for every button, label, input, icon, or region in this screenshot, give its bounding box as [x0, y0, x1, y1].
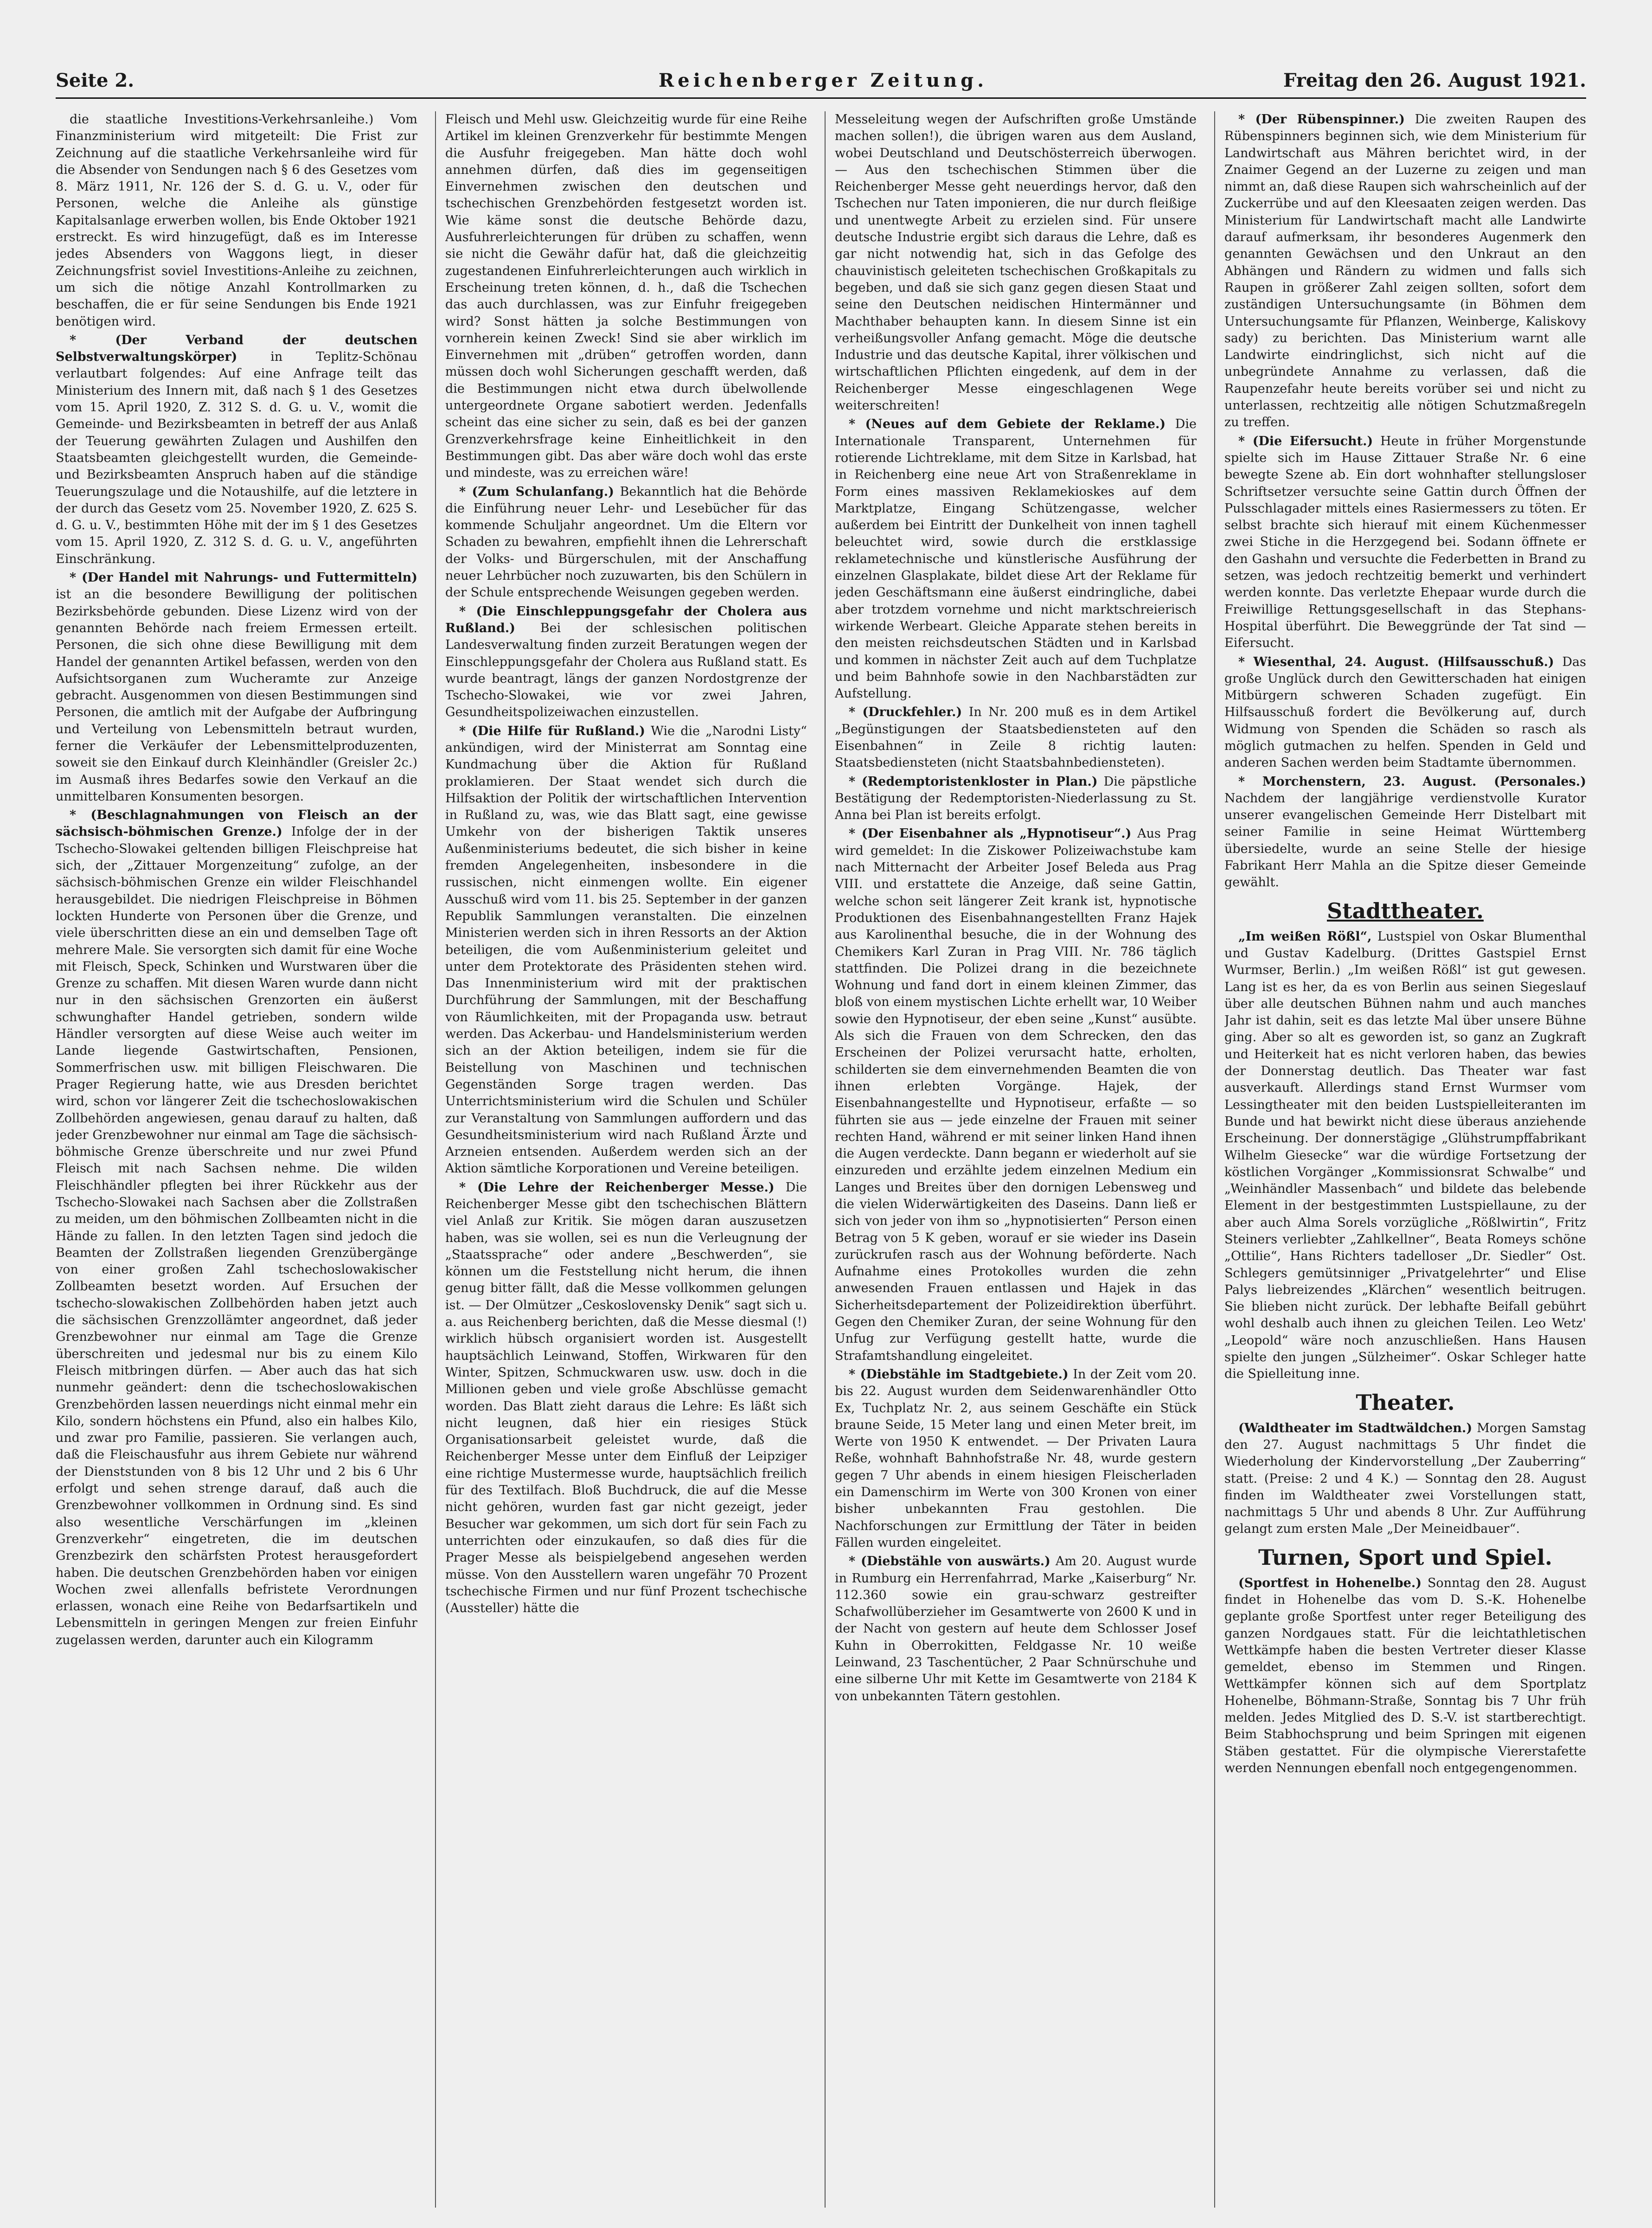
page-number: Seite 2.: [56, 70, 134, 91]
article-lead: * (Die Lehre der Reichenberger Messe.): [459, 1180, 775, 1195]
column-2: [445, 111, 807, 2208]
section-heading: Theater.: [1356, 1389, 1455, 1415]
article-paragraph: [445, 1179, 807, 1617]
article-lead: * (Zum Schulanfang.): [459, 484, 615, 499]
article-paragraph: [835, 111, 1197, 414]
article-paragraph: [445, 603, 807, 721]
article-lead: * (Der Handel mit Nahrungs- und Futtermitteln): [70, 570, 417, 585]
article-paragraph: [835, 774, 1197, 824]
newspaper-title: Reichenberger Zeitung.: [659, 70, 988, 91]
column-3: [835, 111, 1197, 2208]
article-text: Wie die „Narodni Listy“ ankündigen, wird der Ministerrat am Sonntag eine Kundmachung über die Aktion für Rußland proklamieren. Der Staat wendet sich durch die Hilfsaktion der Politik der wirtschaftlichen Intervention in Rußland zu, was, wie das Blatt sagt, eine gewisse Umkehr von der bisherigen Taktik unseres Außenministeriums bedeutet, die sich bisher in keine fremden Angelegenheiten, insbesondere in die russischen, nicht einmengen wollte. Ein eigener Ausschuß wird vom 11. bis 25. September in der ganzen Republik Sammlungen veranstalten. Die einzelnen Ministerien werden sich in ihren Ressorts an der Aktion beteiligen, die vom Außenministerium geleitet und unter dem Protektorate des Präsidenten stehen wird. Das Innenministerium wird mit der praktischen Durchführung der Sammlungen, mit der Beschaffung von Räumlichkeiten, mit der Propaganda usw. betraut werden. Das Ackerbau- und Handelsministerium werden sich an der Aktion beteiligen, indem sie für die Beistellung von Maschinen und technischen Gegenständen Sorge tragen werden. Das Unterrichtsministerium wird die Schulen und Schüler zur Veranstaltung von Sammlungen auffordern und das Gesundheitsministerium wird nach Rußland Ärzte und Arzneien entsenden. Außerdem werden sich an der Aktion sämtliche Korporationen und Vereine beteiligen.: [445, 723, 807, 1176]
article-paragraph: [835, 1553, 1197, 1705]
article-lead: (Waldtheater im Stadtwäldchen.): [1238, 1421, 1473, 1435]
article-text: Bekanntlich hat die Behörde die Einführung neuer Lehr- und Lesebücher für das kommende Schuljahr angeordnet. Um die Eltern vor Schaden zu bewahren, empfiehlt ihnen die Lehrerschaft der Volks- und Bürgerschulen, mit der Anschaffung neuer Lehrbücher noch zuzuwarten, bis den Schülern in der Schule entsprechende Weisungen gegeben werden.: [445, 484, 807, 600]
article-lead: * (Der Eisenbahner als „Hypnotiseur“.): [849, 826, 1132, 841]
article-paragraph: [1224, 774, 1586, 891]
article-lead: * (Diebstähle von auswärts.): [849, 1554, 1050, 1569]
article-paragraph: [1224, 1575, 1586, 1777]
article-text: die staatliche Investitions-Verkehrsanleihe.) Vom Finanzministerium wird mitgeteilt: Die Frist zur Zeichnung auf die staatliche Verkehrsanleihe wird für die Absender von Sendungen nach § 6 des Gesetzes vom 8. März 1911, Nr. 126 der S. d. G. u. V., oder für Personen, welche die Anleihe als günstige Kapitalsanlage erwerben wollen, bis Ende Oktober 1921 erstreckt. Es wird hinzugefügt, daß es im Interesse jedes Absenders von Waggons liegt, in dieser Zeichnungsfrist soviel Investitions-Anleihe zu zeichnen, um sich die nötige Anzahl Kontrollmarken zu beschaffen, die er für seine Sendungen bis Ende 1921 benötigen wird.: [56, 112, 417, 329]
article-text: Die Internationale Transparent, Unternehmen für rotierende Lichtreklame, mit dem Sitze in Karlsbad, hat in Reichenberg eine neue Art von Straßenreklame in Form eines massiven Reklamekioskes auf dem Marktplatze, Eingang Schützengasse, welcher außerdem bei Eintritt der Dunkelheit von innen taghell beleuchtet wird, sowie durch die erstklassige reklametechnische und künstlerische Ausführung der einzelnen Glasplakate, bildet diese Art der Reklame für jeden Geschäftsmann eine äußerst eindringliche, dabei aber trotzdem vornehme und nicht marktschreierisch wirkende Werbeart. Gleiche Apparate stehen bereits in den meisten reichsdeutschen Städten und in Karlsbad und kommen in nächster Zeit auch auf dem Tuchplatze und beim Bahnhofe sowie in den Nachbarstädten zur Aufstellung.: [835, 417, 1197, 701]
article-lead: * (Der Rübenspinner.): [1238, 112, 1405, 127]
article-lead: * (Redemptoristenkloster in Plan.): [849, 774, 1098, 789]
article-text: Sonntag den 28. August findet in Hohenelbe das vom D. S.-K. Hohenelbe geplante große Sportfest unter reger Beteiligung des ganzen Nordgaues statt. Für die leichtathletischen Wettkämpfe haben die besten Vertreter dieser Klasse gemeldet, ebenso im Stemmen und Ringen. Wettkämpfer können sich auf dem Sportplatz Hohenelbe, Böhmann-Straße, Sonntag bis 7 Uhr früh melden. Jedes Mitglied des D. S.-V. ist startberechtigt. Beim Stabhochsprung und beim Springen mit eigenen Stäben gestattet. Für die olympische Viererstafette werden Nennungen ebenfall noch entgegengenommen.: [1224, 1575, 1586, 1776]
article-paragraph: [445, 484, 807, 602]
column-divider: [825, 111, 826, 2208]
article-paragraph: [1224, 433, 1586, 652]
article-text: ist an die besondere Bewilligung der politischen Bezirksbehörde gebunden. Diese Lizenz wird von der genannten Behörde nach freiem Ermessen erteilt. Personen, die sich ohne diese Bewilligung mit dem Handel der genannten Artikel befassen, werden von den Aufsichtsorganen zum Wucheramte zur Anzeige gebracht. Ausgenommen von diesen Bestimmungen sind Personen, die amtlich mit der Aufgabe der Aufbringung und Verteilung von Lebensmitteln betraut wurden, ferner die Verkäufer der Lebensmittelproduzenten, soweit sie den Einkauf durch Kleinhändler (Greisler 2c.) im Ausmaß ihres Bedarfes sowie den Verkauf an die unmittelbaren Konsumenten besorgen.: [56, 587, 417, 804]
article-lead: * (Neues auf dem Gebiete der Reklame.): [849, 417, 1166, 432]
article-paragraph: [56, 111, 417, 330]
article-paragraph: [835, 416, 1197, 702]
article-paragraph: [56, 807, 417, 1649]
article-text: Lustspiel von Oskar Blumenthal und Gustav Kadelburg. (Drittes Gastspiel Ernst Wurmser, Berlin.) „Im weißen Rößl“ ist gut gewesen. Lang ist es her, da es von Berlin aus seinen Siegeslauf über alle deutschen Bühnen nahm und auch manches Jahr ist dahin, seit es das letzte Mal über unsere Bühne ging. Aber so alt es geworden ist, so ganz an Zugkraft und Heiterkeit hat es nicht verloren haben, das bewies der Donnerstag deutlich. Das Theater war fast ausverkauft. Allerdings stand Ernst Wurmser vom Lessingtheater mit den beiden Lustspielleiteranten im Bunde und hat bewirkt nicht diese überaus anziehende Erscheinung. Der donnerstägige „Glühstrumpffabrikant Wilhelm Giesecke“ war die würdige Fortsetzung der köstlichen Vorgänger „Kommissionsrat Schwalbe“ und „Weinhändler Massenbach“ und bildete das belebende Element in der bestgestimmten Lustspiellaune, zu der aber auch Alma Sorels vorzügliche „Rößlwirtin“, Fritz Steiners verliebter „Zahlkellner“, Beata Romeys schöne „Ottilie“, Hans Richters tadelloser „Dr. Siedler“ Ost. Schlegers gemütsinniger „Privatgelehrter“ und Elise Palys liebreizendes „Klärchen“ wesentlich beitrugen. Sie blieben nicht zurück. Der lebhafte Beifall gebührt wohl deshalb auch ihnen zu gleichen Teilen. Leo Wetz' „Leopold“ wäre noch anzuschließen. Hans Hausen spielte den jungen „Sülzheimer“. Oskar Schleger hatte die Spielleitung inne.: [1224, 929, 1586, 1382]
article-paragraph: [1224, 928, 1586, 1383]
article-text: Messeleitung wegen der Aufschriften große Umstände machen sollen!), die übrigen waren aus dem Ausland, wobei Deutschland und Deutschösterreich überwogen. — Aus den tschechischen Stimmen über die Reichenberger Messe geht neuerdings hervor, daß den Tschechen nur Taten imponieren, die nur durch fleißige und unentwegte Arbeit zu erzielen sind. Für unsere deutsche Industrie ergibt sich daraus die Lehre, daß es gar nicht notwendig hat, sich in das Gefolge des chauvinistisch geleiteten tschechischen Großkapitals zu begeben, und daß sie sich ganz gegen diesen Staat und seine den Deutschen neidischen Hintermänner und Machthaber behaupten kann. In diesem Sinne ist ein verheißungsvoller Anfang gemacht. Möge die deutsche Industrie und das deutsche Kapital, ihrer völkischen und wirtschaftlichen Pflichten eingedenk, auf dem in der Reichenberger Messe eingeschlagenen Wege weiterschreiten!: [835, 112, 1197, 413]
article-text: Die Reichenberger Messe gibt den tschechischen Blättern viel Anlaß zur Kritik. Sie mögen daran auszusetzen haben, was sie wollen, sei es nun die Verleugnung der „Staatssprache“ oder andere „Beschwerden“, sie können um die Feststellung nicht herum, die ihnen genug bitter fällt, daß die Messe vollkommen gelungen ist. — Der Olmützer „Ceskoslovensky Denik“ sagt sich u. a. aus Reichenberg berichten, daß die Messe diesmal (!) wirklich hübsch organisiert worden ist. Ausgestellt hauptsächlich Leinwand, Stoffen, Wirkwaren für den Winter, Spitzen, Schmuckwaren usw. usw. doch in die Millionen geben und viele große Abschlüsse gemacht worden. Das Blatt zieht daraus die Lehre: Es läßt sich nicht leugnen, daß hier ein riesiges Stück Organisationsarbeit geleistet wurde, daß die Reichenberger Messe unter dem Einfluß der Leipziger eine richtige Mustermesse wurde, hauptsächlich freilich für des Textilfach. Bloß Buchdruck, die auf die Messe nicht gehören, wurden fast gar nicht gezeigt, jeder Besucher war gekommen, um sich dort für sein Fach zu unterrichten oder einzukaufen, so daß dies für die Prager Messe als beispielgebend angesehen werden müsse. Von den Ausstellern waren ungefähr 70 Prozent tschechische Firmen und nur fünf Prozent tschechische (Aussteller) hätte die: [445, 1180, 807, 1616]
page-header: [56, 70, 1586, 99]
article-text: in Teplitz-Schönau verlautbart folgendes: Auf eine Anfrage teilt das Ministerium des Innern mit, daß nach § 1 des Gesetzes vom 15. April 1920, Z. 312 S. d. G. u. V., womit die Gemeinde- und Bezirksbeamten in betreff der aus Anlaß der Teuerung gewährten Zulagen und Aushilfen den Staatsbeamten gleichgestellt wurden, die Gemeinde- und Bezirksbeamten Anspruch haben auf die ständige Teuerungszulage und die Notaushilfe, auf die letztere in der durch das Gesetz vom 25. November 1920, Z. 625 S. d. G. u. V., bestimmten Höhe mit der im § 1 des Gesetzes vom 15. April 1920, Z. 312 S. d. G. u. V., angeführten Einschränkung.: [56, 350, 417, 566]
article-lead: * (Diebstähle im Stadtgebiete.): [849, 1367, 1069, 1382]
article-paragraph: [1224, 1420, 1586, 1538]
article-text: Aus Prag wird gemeldet: In die Ziskower Polizeiwachstube kam nach Mitternacht der Arbeiter Josef Beleda aus Prag VIII. und erstattete die Anzeige, daß seine Gattin, welche schon seit längerer Zeit krank ist, hypnotische Produktionen des Eisenbahnangestellten Franz Hajek aus Karolinenthal besuche, die in der Wohnung des Chemikers Karl Zuran in Prag VIII. Nr. 786 täglich stattfinden. Die Polizei drang in die bezeichnete Wohnung und fand dort in einem kleinen Zimmer, das bloß von einem mystischen Lichte erhellt war, 10 Weiber sowie den Hypnotiseur, der eben seine „Kunst“ ausübte. Als sich die Frauen von dem Schrecken, den das Erscheinen der Polizei verursacht hatte, erholten, schilderten sie dem einvernehmenden Beamten die von ihnen erlebten Vorgänge. Hajek, der Eisenbahnangestellte und Hypnotiseur, erfaßte — so führten sie aus — jede einzelne der Frauen mit seiner rechten Hand, während er mit seiner linken Hand ihnen die Augen verdeckte. Dann begann er wiederholt auf sie einzureden und erzählte jedem einzelnen Medium ein Langes und Breites über den dornigen Lebensweg und die vielen Widerwärtigkeiten des Daseins. Dann ließ er sich von jeder von ihm so „hypnotisierten“ Person einen Betrag von 5 K geben, worauf er sie wieder ins Dasein zurückrufen rasch aus der Wohnung beförderte. Nach Aufnahme eines Protokolles wurden die zehn anwesenden Frauen entlassen und Hajek in das Sicherheitsdepartement der Polizeidirektion überführt. Gegen den Chemiker Zuran, der seine Wohnung für den Unfug zur Verfügung gestellt hatte, wurde die Strafamtshandlung eingeleitet.: [835, 826, 1197, 1363]
column-divider: [435, 111, 436, 2208]
article-lead: * Morchenstern, 23. August. (Personales.): [1238, 774, 1586, 789]
article-paragraph: [445, 111, 807, 482]
article-lead: * (Beschlagnahmungen von Fleisch an der sächsisch-böhmischen Grenze.): [56, 808, 417, 839]
article-paragraph: [445, 723, 807, 1178]
issue-date: Freitag den 26. August 1921.: [1283, 70, 1586, 91]
article-lead: * Wiesenthal, 24. August. (Hilfsausschuß.): [1238, 654, 1554, 669]
article-text: In Nr. 200 muß es in dem Artikel „Begünstigungen der Staatsbediensteten auf den Eisenbahnen“ in Zeile 8 richtig lauten: Staatsbediensteten (nicht Staatsbahnbediensteten).: [835, 705, 1197, 770]
article-lead: * (Die Einschleppungsgefahr der Cholera aus Rußland.): [445, 604, 807, 635]
article-lead: * (Druckfehler.): [849, 705, 962, 720]
article-text: Das große Unglück durch den Gewitterschaden hat einigen Mitbürgern schweren Schaden zugefügt. Ein Hilfsausschuß fordert die Bevölkerung auf, durch Widmung von Spenden die Schäden so rasch als möglich gutmachen zu helfen. Spenden in Geld und anderen Sachen werden beim Stadtamte übernommen.: [1224, 654, 1586, 770]
section-heading: Stadttheater.: [1327, 898, 1484, 923]
article-lead: (Sportfest in Hohenelbe.): [1238, 1575, 1422, 1590]
article-text: Die zweiten Raupen des Rübenspinners beginnen sich, wie dem Ministerium für Landwirtschaft aus Mähren berichtet wird, in der Znaimer Gegend an der Luzerne zu zeigen und man nimmt an, daß diese Raupen sich wahrscheinlich auf der Zuckerrübe und auf den Kleesaaten zeigen werden. Das Ministerium für Landwirtschaft macht alle Landwirte darauf aufmerksam, ihr besonderes Augenmerk den genannten Gewächsen und den Unkraut an den Abhängen und Rändern zu widmen und falls sich Raupen in größerer Zahl zeigen sollten, sofort dem zuständigen Untersuchungsamte (in Böhmen dem Untersuchungsamte für Pflanzen, Weinberge, Kaliskovy sady) zu berichten. Das Ministerium warnt alle Landwirte eindringlichst, sich nicht auf die unbegründete Annahme zu verlassen, daß die Raupenzefahr heute bereits vorüber sei und nicht zu unterlassen, rechtzeitig alle nötigen Schutzmaßregeln zu treffen.: [1224, 112, 1586, 430]
column-divider: [1214, 111, 1215, 2208]
article-text: In der Zeit vom 20. bis 22. August wurden dem Seidenwarenhändler Otto Ex, Tuchplatz Nr. 2, aus seinem Geschäfte ein Stück braune Seide, 15 Meter lang und einen Meter breit, im Werte von 1950 K entwendet. — Der Privaten Laura Reße, wohnhaft Bahnhofstraße Nr. 48, wurde gestern gegen 7 Uhr abends in einem hiesigen Fleischerladen ein Damenschirm im Werte von 300 Kronen von einer bisher unbekannten Frau gestohlen. Die Nachforschungen zur Ermittlung der Täter in beiden Fällen wurden eingeleitet.: [835, 1367, 1197, 1550]
article-lead: * (Der Verband der deutschen Selbstverwaltungskörper): [56, 333, 417, 365]
newspaper-page: [56, 70, 1586, 2217]
article-text: Bei der schlesischen politischen Landesverwaltung finden zurzeit Beratungen wegen der Einschleppungsgefahr der Cholera aus Rußland statt. Es wurde beantragt, längs der ganzen Nordostgrenze der Tschecho-Slowakei, wie vor zwei Jahren, Gesundheitspolizeiwachen einzustellen.: [445, 621, 807, 720]
article-lead: * (Die Hilfe für Rußland.): [459, 723, 645, 738]
article-text: Nachdem der langjährige verdienstvolle Kurator unserer evangelischen Gemeinde Herr Distelbart mit seiner Familie in seine Heimat Württemberg übersiedelte, wurde an seine Stelle der hiesige Fabrikant Herr Mahla an die Spitze dieser Gemeinde gewählt.: [1224, 791, 1586, 890]
article-paragraph: [1224, 111, 1586, 431]
article-paragraph: [1224, 654, 1586, 772]
article-paragraph: [56, 570, 417, 805]
article-text: Morgen Samstag den 27. August nachmittags 5 Uhr findet die Wiederholung der Kindervorstellung „Der Zauberring“ statt. (Preise: 2 und 4 K.) — Sonntag den 28. August finden im Waldtheater zwei Vorstellungen statt, nachmittags 5 Uhr und abends 8 Uhr. Zur Aufführung gelangt zum ersten Male „Der Meineidbauer“.: [1224, 1421, 1586, 1537]
article-text: Fleisch und Mehl usw. Gleichzeitig wurde für eine Reihe Artikel im kleinen Grenzverkehr für bestimmte Mengen die Ausfuhr freigegeben. Man hätte doch wohl annehmen dürfen, daß dies im gegenseitigen Einvernehmen zwischen den deutschen und tschechischen Grenzbehörden festgesetzt worden ist. Wie käme sonst die deutsche Behörde dazu, Ausfuhrerleichterungen für drüben zu schaffen, wenn sie nicht die Gewähr dafür hat, daß die gleichzeitig zugestandenen Einfuhrerleichterungen auch wirklich in Erscheinung treten können, d. h., daß die Tschechen das auch durchlassen, was zur Einfuhr freigegeben wird? Sonst hätten ja solche Bestimmungen von vornherein keinen Zweck! Sind sie aber wirklich im Einvernehmen mit „drüben“ getroffen worden, dann müssen doch wohl Sicherungen geschafft werden, daß die Bestimmungen nicht etwa durch übelwollende untergeordnete Organe sabotiert werden. Jedenfalls scheint das eine sicher zu sein, daß es bei der ganzen Grenzverkehrsfrage keine Einheitlichkeit in den Bestimmungen gibt. Das aber wäre doch wohl das erste und mindeste, was zu erreichen wäre!: [445, 112, 807, 480]
section-heading: Turnen, Sport und Spiel.: [1258, 1544, 1553, 1570]
article-text: Infolge der in der Tschecho-Slowakei geltenden billigen Fleischpreise hat sich, der „Zittauer Morgenzeitung“ zufolge, an der sächsisch-böhmischen Grenze ein wilder Fleischhandel herausgebildet. Die niedrigen Fleischpreise in Böhmen lockten Hunderte von Personen über die Grenze, und viele überschritten diese an ein und demselben Tage oft mehrere Male. Sie versorgten sich damit für eine Woche mit Fleisch, Speck, Schinken und Wurstwaren über die Grenze zu schaffen. Mit diesen Waren wurde dann nicht nur in den sächsischen Grenzorten ein äußerst schwunghafter Handel getrieben, sondern wilde Händler versorgten auf diese Weise auch weiter im Lande liegende Gastwirtschaften, Pensionen, Sommerfrischen usw. mit billigen Fleischwaren. Die Prager Regierung hatte, wie aus Dresden berichtet wird, schon vor längerer Zeit die tschechoslowakischen Zollbehörden angewiesen, genau darauf zu halten, daß jeder Grenzbewohner nur einmal am Tage die sächsisch-böhmische Grenze überschreite und nur zwei Pfund Fleisch mit nach Sachsen nehme. Die wilden Fleischhändler pflegten bei ihrer Rückkehr aus der Tschecho-Slowakei nach Sachsen aber die Zollstraßen zu meiden, um den böhmischen Zollbeamten nicht in die Hände zu fallen. In den letzten Tagen sind jedoch die Beamten der Zollstraßen liegenden Grenzübergänge von einer großen Zahl tschechoslowakischer Zollbeamten besetzt worden. Auf Ersuchen der tschecho-slowakischen Zollbehörden haben jetzt auch die sächsischen Grenzzollämter angeordnet, daß jeder Grenzbewohner nur einmal am Tage die Grenze überschreiten und jedesmal nur bis zu einem Kilo Fleisch mitbringen dürfen. — Aber auch das hat sich nunmehr geändert: denn die tschechoslowakischen Grenzbehörden lassen neuerdings nicht einmal mehr ein Kilo, sondern höchstens ein Pfund, also ein halbes Kilo, und zwar pro Familie, passieren. Sie verlangen auch, daß die Fleischausfuhr aus ihrem Gebiete nur während der Dienststunden von 8 bis 12 Uhr und 2 bis 6 Uhr erfolgt und sehen strenge darauf, daß auch die Grenzbewohner vollkommen in Ordnung sind. Es sind also wesentliche Verschärfungen im „kleinen Grenzverkehr“ eingetreten, die im deutschen Grenzbezirk den schärfsten Protest herausgefordert haben. Die deutschen Grenzbehörden haben vor einigen Wochen zwei allenfalls befristete Verordnungen erlassen, wonach eine Reihe von Bedarfsartikeln und Lebensmitteln in geringen Mengen zur freien Einfuhr zugelassen werden, darunter auch ein Kilogramm: [56, 825, 417, 1647]
column-4: [1224, 111, 1586, 2208]
article-paragraph: [56, 332, 417, 568]
article-lead: * (Die Eifersucht.): [1238, 434, 1373, 448]
article-paragraph: [835, 1366, 1197, 1551]
article-text: Die päpstliche Bestätigung der Redemptoristen-Niederlassung zu St. Anna bei Plan ist bereits erfolgt.: [835, 774, 1197, 823]
article-text: Am 20. August wurde in Rumburg ein Herrenfahrrad, Marke „Kaiserburg“ Nr. 112.360 sowie ein grau-schwarz gestreifter Schafwollüberzieher im Gesamtwerte von 2600 K und in der Nacht von gestern auf heute dem Schlosser Josef Kuhn in Oberrokitten, Feldgasse Nr. 10 weiße Leinwand, 23 Taschentücher, 2 Paar Schnürschuhe und eine silberne Uhr mit Kette im Gesamtwerte von 2184 K von unbekannten Tätern gestohlen.: [835, 1554, 1197, 1703]
article-paragraph: [835, 704, 1197, 771]
article-text: Heute in früher Morgenstunde spielte sich im Hause Zittauer Straße Nr. 6 eine bewegte Szene ab. Ein dort wohnhafter stellungsloser Schriftsetzer versuchte seine Gattin durch Öffnen der Pulsschlagader mittels eines Rasiermessers zu töten. Er selbst brachte sich hierauf mit einem Küchenmesser zwei Stiche in die Herzgegend bei. Sodann öffnete er den Gashahn und versuchte die Federbetten in Brand zu setzen, was jedoch rechtzeitig bemerkt und verhindert werden konnte. Das verletzte Ehepaar wurde durch die Freiwillige Rettungsgesellschaft in das Stephans-Hospital überführt. Die Beweggründe der Tat sind — Eifersucht.: [1224, 434, 1586, 651]
column-1: [56, 111, 417, 2208]
article-paragraph: [835, 826, 1197, 1364]
article-lead: „Im weißen Rößl“,: [1238, 929, 1372, 944]
